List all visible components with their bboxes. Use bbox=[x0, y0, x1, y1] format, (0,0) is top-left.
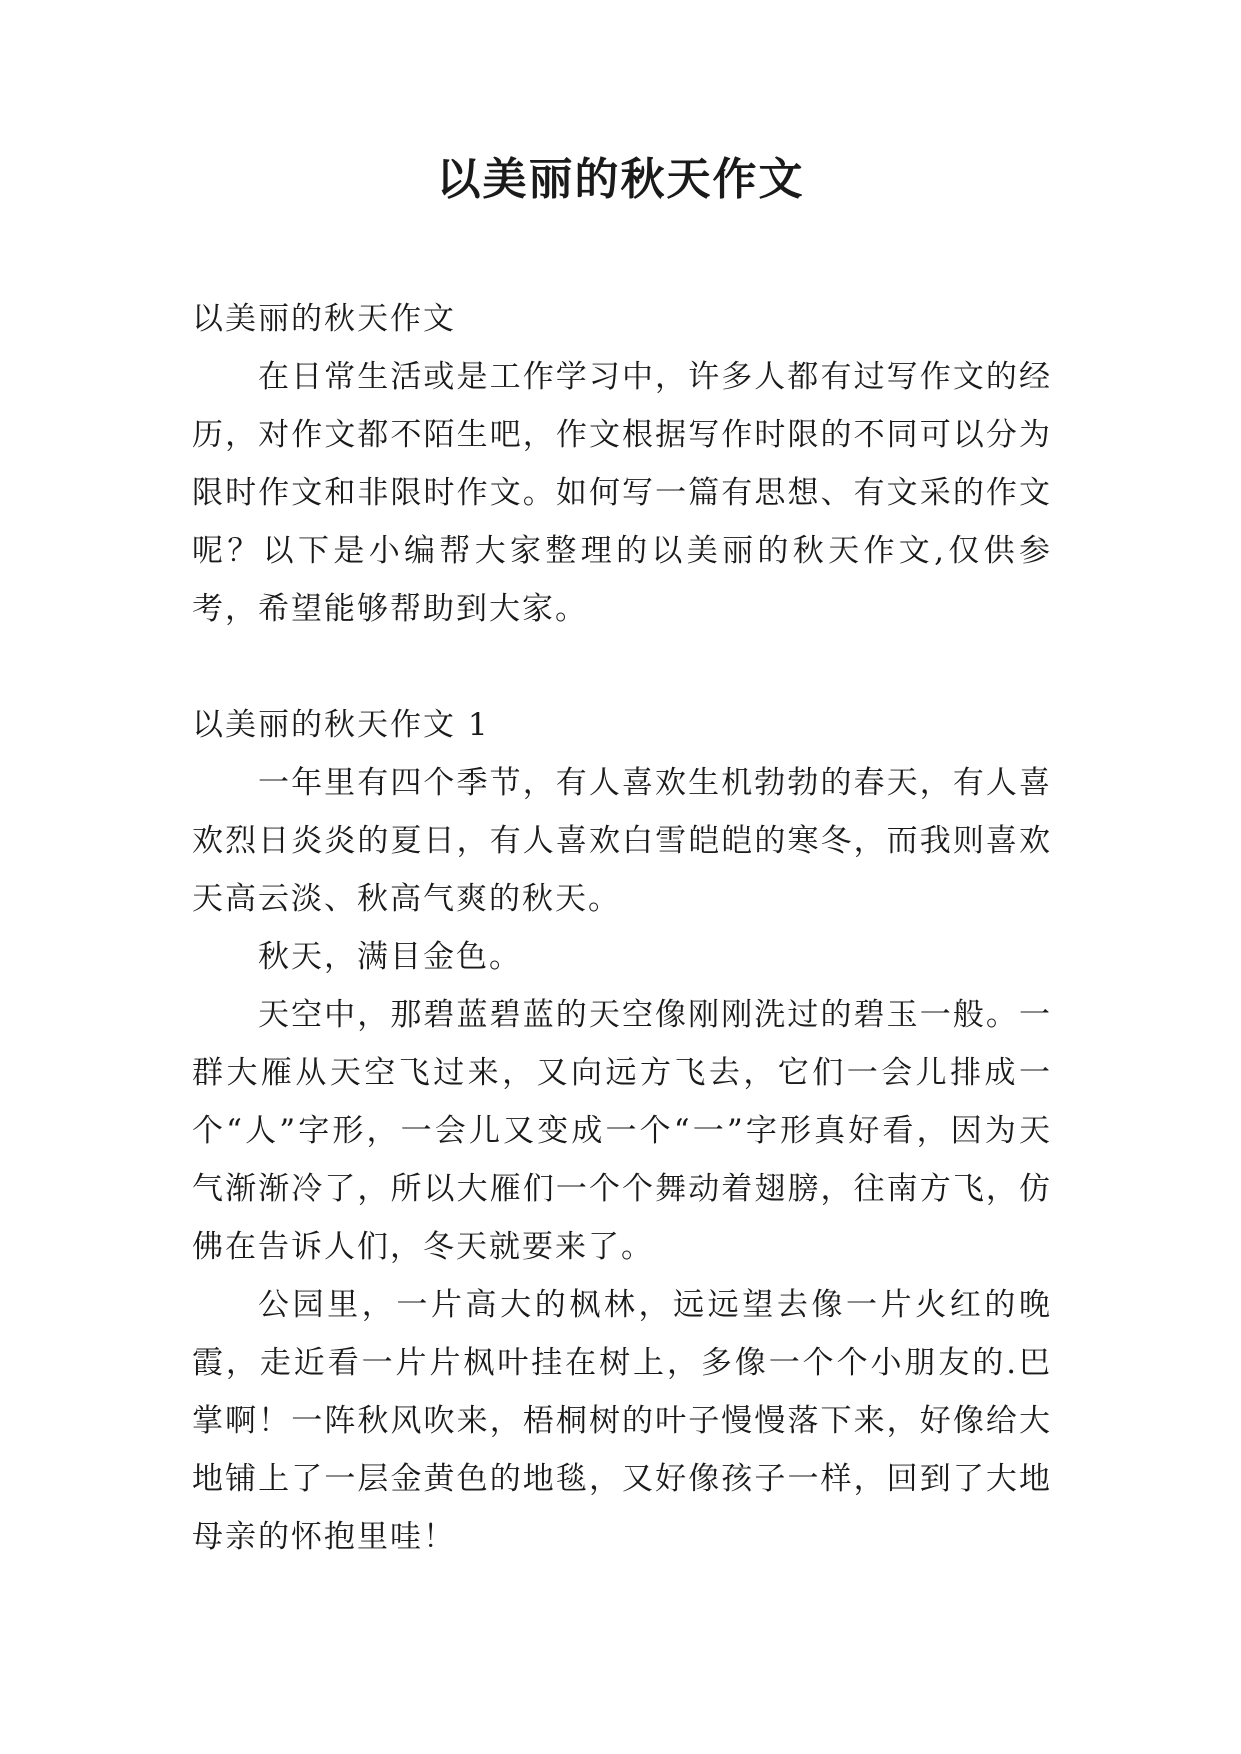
essay1-paragraph-4: 公园里，一片高大的枫林，远远望去像一片火红的晚霞，走近看一片片枫叶挂在树上，多像一个个小朋友的.巴掌啊！一阵秋风吹来，梧桐树的叶子慢慢落下来，好像给大地铺上了一层金黄色的地毯，又好像孩子一样，回到了大地母亲的怀抱里哇！ bbox=[192, 1287, 1052, 1555]
intro-paragraph: 在日常生活或是工作学习中，许多人都有过写作文的经历，对作文都不陌生吧，作文根据写作时限的不同可以分为限时作文和非限时作文。如何写一篇有思想、有文采的作文呢？以下是小编帮大家整理的以美丽的秋天作文,仅供参考，希望能够帮助到大家。 bbox=[192, 359, 1052, 627]
section-spacer bbox=[192, 638, 1052, 696]
intro-heading: 以美丽的秋天作文 bbox=[192, 301, 456, 337]
document-title: 以美丽的秋天作文 bbox=[436, 154, 805, 205]
essay1-paragraph-2: 秋天，满目金色。 bbox=[258, 939, 522, 975]
essay1-paragraph-3: 天空中，那碧蓝碧蓝的天空像刚刚洗过的碧玉一般。一群大雁从天空飞过来，又向远方飞去，它们一会儿排成一个“人”字形，一会儿又变成一个“一”字形真好看，因为天气渐渐冷了，所以大雁们一个个舞动着翅膀，往南方飞，仿佛在告诉人们，冬天就要来了。 bbox=[192, 997, 1052, 1265]
essay1-paragraph-1: 一年里有四个季节，有人喜欢生机勃勃的春天，有人喜欢烈日炎炎的夏日，有人喜欢白雪皑皑的寒冬，而我则喜欢天高云淡、秋高气爽的秋天。 bbox=[192, 765, 1052, 917]
essay1-heading: 以美丽的秋天作文 1 bbox=[192, 707, 490, 743]
document-body bbox=[192, 290, 1052, 1566]
